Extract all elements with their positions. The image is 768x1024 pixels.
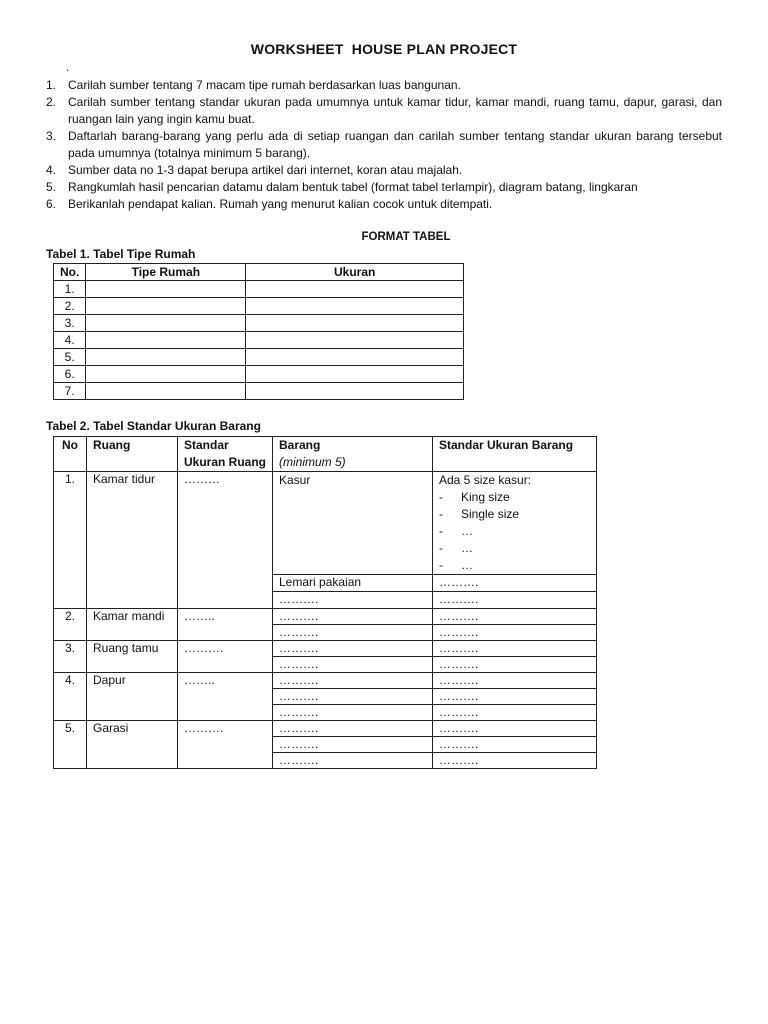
item-standard: ………. bbox=[433, 705, 597, 721]
row-number: 2. bbox=[54, 609, 87, 641]
list-item bbox=[439, 523, 590, 540]
list-dash: - bbox=[439, 507, 443, 521]
empty-cell[interactable] bbox=[246, 315, 464, 332]
header-size: Ukuran bbox=[246, 264, 464, 281]
instruction-text: Berikanlah pendapat kalian. Rumah yang menurut kalian cocok untuk ditempati. bbox=[68, 197, 493, 211]
instruction-number: 1. bbox=[46, 78, 57, 92]
size-intro: Ada 5 size kasur: bbox=[439, 473, 532, 487]
row-number: 5. bbox=[54, 349, 86, 366]
room-standard: …….. bbox=[178, 609, 273, 641]
row-number: 5. bbox=[54, 721, 87, 769]
room-name: Garasi bbox=[87, 721, 178, 769]
header-item-sub: (minimum 5) bbox=[279, 455, 346, 469]
instruction-item bbox=[46, 94, 722, 128]
table-row bbox=[54, 472, 597, 575]
header-house-type: Tipe Rumah bbox=[86, 264, 246, 281]
table-row bbox=[54, 673, 597, 689]
empty-cell[interactable] bbox=[86, 349, 246, 366]
instruction-item bbox=[46, 162, 722, 179]
item-standard: ………. bbox=[433, 592, 597, 609]
instruction-number: 3. bbox=[46, 129, 57, 143]
list-text: … bbox=[461, 558, 473, 572]
item-name: Kasur bbox=[273, 472, 433, 575]
item-name: ………. bbox=[273, 609, 433, 625]
instruction-number: 5. bbox=[46, 180, 57, 194]
item-name: ………. bbox=[273, 657, 433, 673]
table-row bbox=[54, 721, 597, 737]
empty-cell[interactable] bbox=[86, 298, 246, 315]
list-text: Single size bbox=[461, 507, 520, 521]
table1-caption: Tabel 1. Tabel Tipe Rumah bbox=[46, 247, 196, 261]
table-row bbox=[54, 349, 464, 366]
table2-caption: Tabel 2. Tabel Standar Ukuran Barang bbox=[46, 419, 261, 433]
item-standard: ………. bbox=[433, 575, 597, 592]
item-size-table bbox=[53, 436, 597, 769]
list-item bbox=[439, 540, 590, 557]
table-header-row bbox=[54, 264, 464, 281]
room-name: Ruang tamu bbox=[87, 641, 178, 673]
item-standard: ………. bbox=[433, 689, 597, 705]
header-item-standard: Standar Ukuran Barang bbox=[433, 437, 597, 472]
empty-cell[interactable] bbox=[86, 315, 246, 332]
header-no: No. bbox=[54, 264, 86, 281]
item-standard: ………. bbox=[433, 721, 597, 737]
empty-cell[interactable] bbox=[246, 332, 464, 349]
empty-cell[interactable] bbox=[246, 298, 464, 315]
list-dash: - bbox=[439, 524, 443, 538]
header-room-standard bbox=[178, 437, 273, 472]
page-title: WORKSHEET HOUSE PLAN PROJECT bbox=[250, 41, 518, 57]
header-item-label: Barang bbox=[279, 438, 321, 452]
instruction-item bbox=[46, 196, 722, 213]
item-standard: ………. bbox=[433, 609, 597, 625]
item-name: ………. bbox=[273, 625, 433, 641]
table-row bbox=[54, 315, 464, 332]
item-standard: ………. bbox=[433, 641, 597, 657]
table-row bbox=[54, 383, 464, 400]
empty-cell[interactable] bbox=[246, 349, 464, 366]
item-name: ………. bbox=[273, 592, 433, 609]
empty-cell[interactable] bbox=[246, 281, 464, 298]
list-text: … bbox=[461, 524, 473, 538]
item-standard: ………. bbox=[433, 657, 597, 673]
item-name: Lemari pakaian bbox=[273, 575, 433, 592]
empty-cell[interactable] bbox=[86, 281, 246, 298]
instruction-item bbox=[46, 179, 722, 196]
list-text: … bbox=[461, 541, 473, 555]
instruction-text: Daftarlah barang-barang yang perlu ada di setiap ruangan dan carilah sumber tentang standar ukuran barang tersebut pada umumnya (totalnya minimum 5 barang). bbox=[68, 129, 722, 160]
item-standard: ………. bbox=[433, 625, 597, 641]
table-row bbox=[54, 609, 597, 625]
row-number: 3. bbox=[54, 641, 87, 673]
instruction-list bbox=[46, 77, 722, 213]
item-name: ………. bbox=[273, 673, 433, 689]
header-item bbox=[273, 437, 433, 472]
instruction-text: Carilah sumber tentang 7 macam tipe rumah berdasarkan luas bangunan. bbox=[68, 78, 461, 92]
row-number: 7. bbox=[54, 383, 86, 400]
room-standard: ……… bbox=[178, 472, 273, 609]
room-standard: ………. bbox=[178, 641, 273, 673]
bed-size-list bbox=[439, 489, 590, 574]
row-number: 4. bbox=[54, 332, 86, 349]
item-standard: ………. bbox=[433, 673, 597, 689]
table-row bbox=[54, 332, 464, 349]
item-name: ………. bbox=[273, 721, 433, 737]
header-room: Ruang bbox=[87, 437, 178, 472]
instruction-item bbox=[46, 77, 722, 94]
room-standard: …….. bbox=[178, 673, 273, 721]
room-name: Dapur bbox=[87, 673, 178, 721]
header-room-standard-line2: Ukuran Ruang bbox=[184, 455, 267, 469]
empty-cell[interactable] bbox=[86, 383, 246, 400]
room-standard: ………. bbox=[178, 721, 273, 769]
item-standard: ………. bbox=[433, 753, 597, 769]
row-number: 1. bbox=[54, 472, 87, 609]
list-dash: - bbox=[439, 558, 443, 572]
room-name: Kamar tidur bbox=[87, 472, 178, 609]
empty-cell[interactable] bbox=[246, 383, 464, 400]
list-item bbox=[439, 489, 590, 506]
header-no: No bbox=[54, 437, 87, 472]
row-number: 6. bbox=[54, 366, 86, 383]
item-standard bbox=[433, 472, 597, 575]
house-type-table bbox=[53, 263, 464, 400]
instruction-item bbox=[46, 128, 722, 162]
table-row bbox=[54, 366, 464, 383]
row-number: 3. bbox=[54, 315, 86, 332]
list-text: King size bbox=[461, 490, 510, 504]
item-name: ………. bbox=[273, 753, 433, 769]
instruction-text: Carilah sumber tentang standar ukuran pada umumnya untuk kamar tidur, kamar mandi, ruang tamu, dapur, garasi, dan ruangan lain yang ingin kamu buat. bbox=[68, 95, 722, 126]
table-row bbox=[54, 298, 464, 315]
empty-cell[interactable] bbox=[246, 366, 464, 383]
list-item bbox=[439, 557, 590, 574]
instruction-text: Sumber data no 1-3 dapat berupa artikel dari internet, koran atau majalah. bbox=[68, 163, 463, 177]
list-item bbox=[439, 506, 590, 523]
item-name: ………. bbox=[273, 705, 433, 721]
instruction-number: 6. bbox=[46, 197, 57, 211]
list-dash: - bbox=[439, 541, 443, 555]
format-table-heading: FORMAT TABEL bbox=[361, 231, 451, 243]
row-number: 2. bbox=[54, 298, 86, 315]
table-row bbox=[54, 641, 597, 657]
item-name: ………. bbox=[273, 689, 433, 705]
stray-dot: . bbox=[66, 60, 70, 74]
table-row bbox=[54, 281, 464, 298]
row-number: 4. bbox=[54, 673, 87, 721]
header-room-standard-line1: Standar bbox=[184, 438, 229, 452]
item-standard: ………. bbox=[433, 737, 597, 753]
row-number: 1. bbox=[54, 281, 86, 298]
room-name: Kamar mandi bbox=[87, 609, 178, 641]
instruction-number: 4. bbox=[46, 163, 57, 177]
list-dash: - bbox=[439, 490, 443, 504]
table-header-row bbox=[54, 437, 597, 472]
instruction-text: Rangkumlah hasil pencarian datamu dalam bentuk tabel (format tabel terlampir), diagram batang, lingkaran bbox=[68, 180, 638, 194]
item-name: ………. bbox=[273, 641, 433, 657]
instruction-number: 2. bbox=[46, 95, 57, 109]
empty-cell[interactable] bbox=[86, 366, 246, 383]
empty-cell[interactable] bbox=[86, 332, 246, 349]
item-name: ………. bbox=[273, 737, 433, 753]
